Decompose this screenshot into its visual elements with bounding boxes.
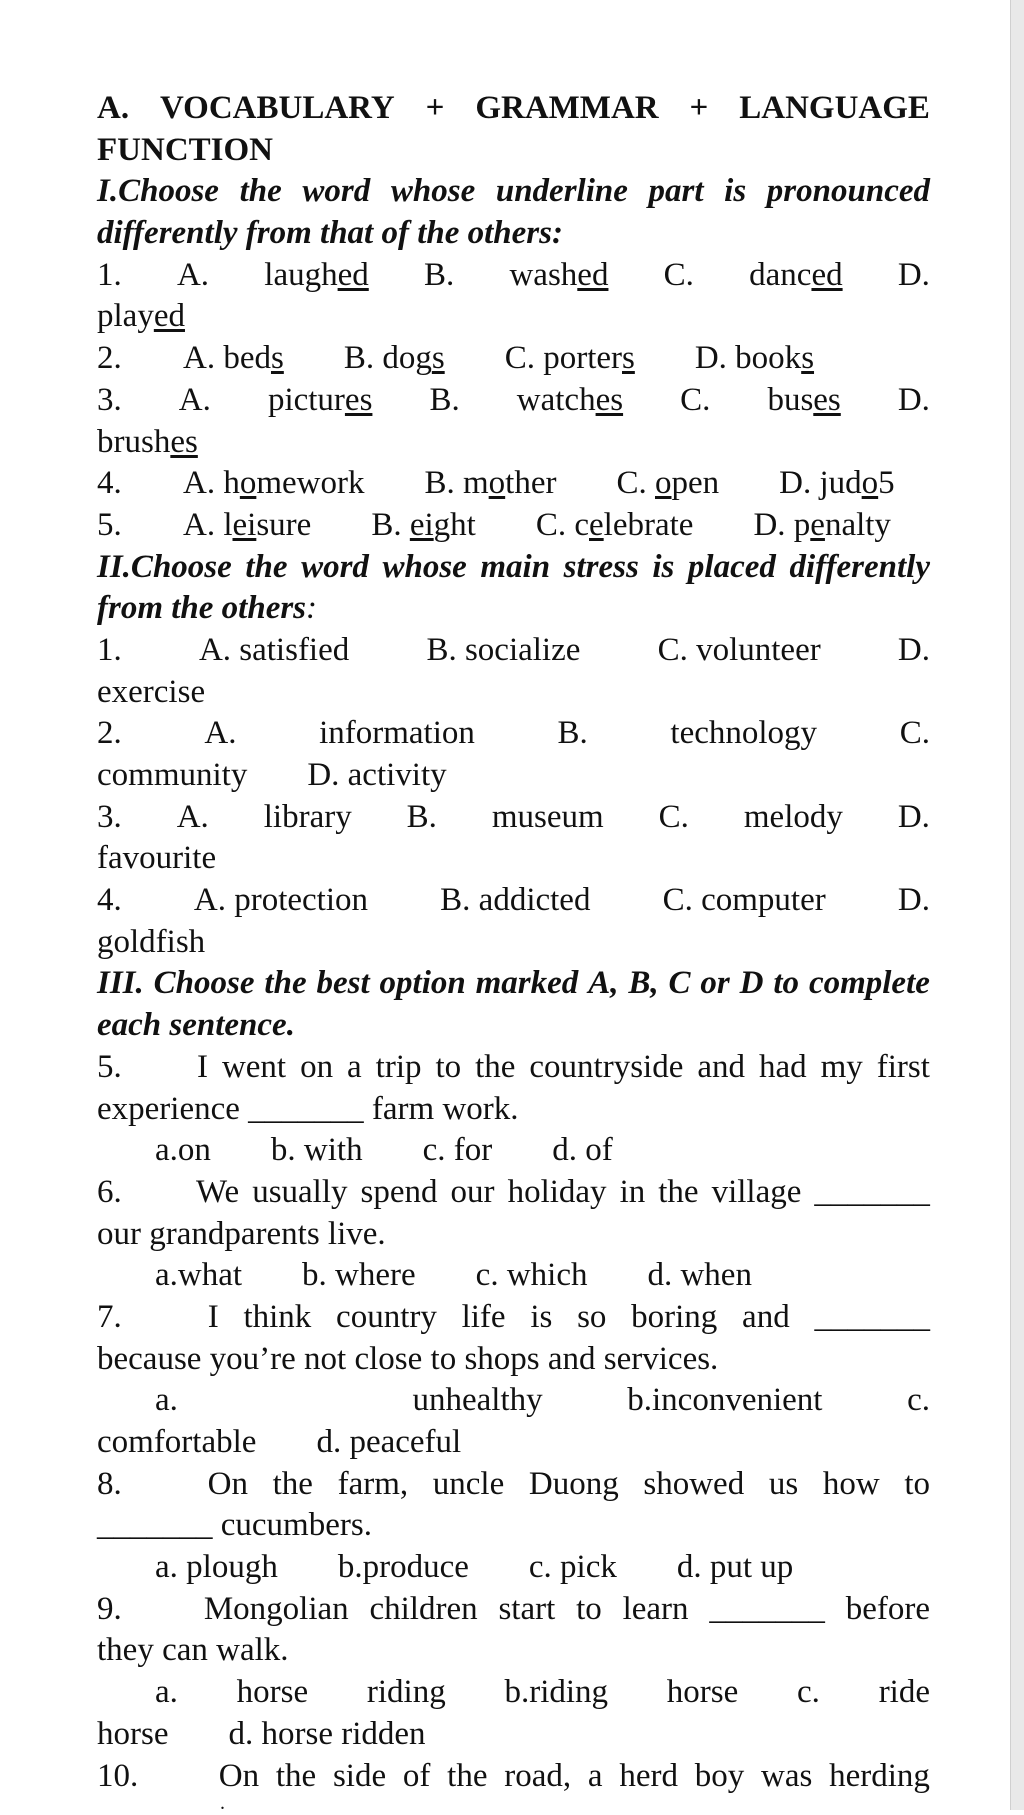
s1-question-4: 4. A. homework B. mother C. open D. judo5 — [97, 465, 895, 502]
s2-question-2-cont: community D. activity — [97, 757, 447, 793]
s3-question-8-cont: _______ cucumbers. — [97, 1507, 372, 1544]
s1-question-5: 5. A. leisure B. eight C. celebrate D. penalty — [97, 506, 891, 543]
s1-question-2: 2. A. beds B. dogs C. porters D. books — [97, 340, 815, 377]
section1-title-cont: differently from that of the others: — [97, 215, 563, 252]
s3-question-6: 6. We usually spend our holiday in the village _______ — [97, 1173, 930, 1210]
s3-question-9-options: a. horse riding b.riding horse c. ride — [155, 1674, 930, 1711]
s2-question-4-cont: goldfish — [97, 923, 206, 960]
s3-question-10: 10. On the side of the road, a herd boy was herding — [97, 1757, 930, 1794]
s3-question-7-cont: because you’re not close to shops and services. — [97, 1340, 719, 1377]
s3-question-7-options: a. unhealthy b.inconvenient c. — [155, 1382, 930, 1419]
s3-question-5-options: a.on b. with c. for d. of — [155, 1132, 613, 1169]
s3-question-7-options-cont: comfortable d. peaceful — [97, 1424, 462, 1460]
section2-title: II.Choose the word whose main stress is placed differently — [97, 548, 930, 585]
worksheet — [97, 88, 930, 1797]
s2-question-1-cont: exercise — [97, 673, 206, 710]
cut-off-text: . — [220, 1792, 225, 1814]
s2-question-3-cont: favourite — [97, 840, 217, 877]
s2-question-2: 2. A. information B. technology C. — [97, 715, 930, 752]
s1-question-3-cont: brushes — [97, 423, 198, 460]
s3-question-6-cont: our grandparents live. — [97, 1215, 386, 1252]
s3-question-5: 5. I went on a trip to the countryside and had my first — [97, 1048, 930, 1085]
s3-question-8-options: a. plough b.produce c. pick d. put up — [155, 1549, 794, 1586]
s1-question-1-cont: played — [97, 298, 185, 335]
page-edge — [1010, 0, 1024, 1810]
s2-question-1: 1. A. satisfied B. socialize C. volunteer D. — [97, 631, 930, 668]
s3-question-6-options: a.what b. where c. which d. when — [155, 1257, 752, 1294]
s1-question-1: 1. A. laughed B. washed C. danced D. — [97, 256, 930, 293]
s3-question-9-options-cont: horse d. horse ridden — [97, 1715, 426, 1752]
section2-title-cont: from the others: — [97, 590, 318, 627]
s3-question-9: 9. Mongolian children start to learn _______ before — [97, 1590, 930, 1627]
section3-title-cont: each sentence. — [97, 1007, 295, 1044]
s3-question-5-cont: experience _______ farm work. — [97, 1090, 519, 1127]
s2-question-3: 3. A. library B. museum C. melody D. — [97, 798, 930, 835]
s3-question-7: 7. I think country life is so boring and _______ — [97, 1298, 930, 1335]
section-heading-line1: A. VOCABULARY + GRAMMAR + LANGUAGE — [97, 90, 930, 126]
section-heading-line2: FUNCTION — [97, 131, 274, 168]
s2-question-4: 4. A. protection B. addicted C. computer D. — [97, 882, 930, 919]
s1-question-3: 3. A. pictures B. watches C. buses D. — [97, 381, 930, 418]
section1-title: I.Choose the word whose underline part is pronounced — [97, 173, 930, 210]
s3-question-8: 8. On the farm, uncle Duong showed us how to — [97, 1465, 930, 1502]
section3-title: III. Choose the best option marked A, B, C or D to complete — [97, 965, 930, 1002]
s3-question-9-cont: they can walk. — [97, 1632, 289, 1669]
